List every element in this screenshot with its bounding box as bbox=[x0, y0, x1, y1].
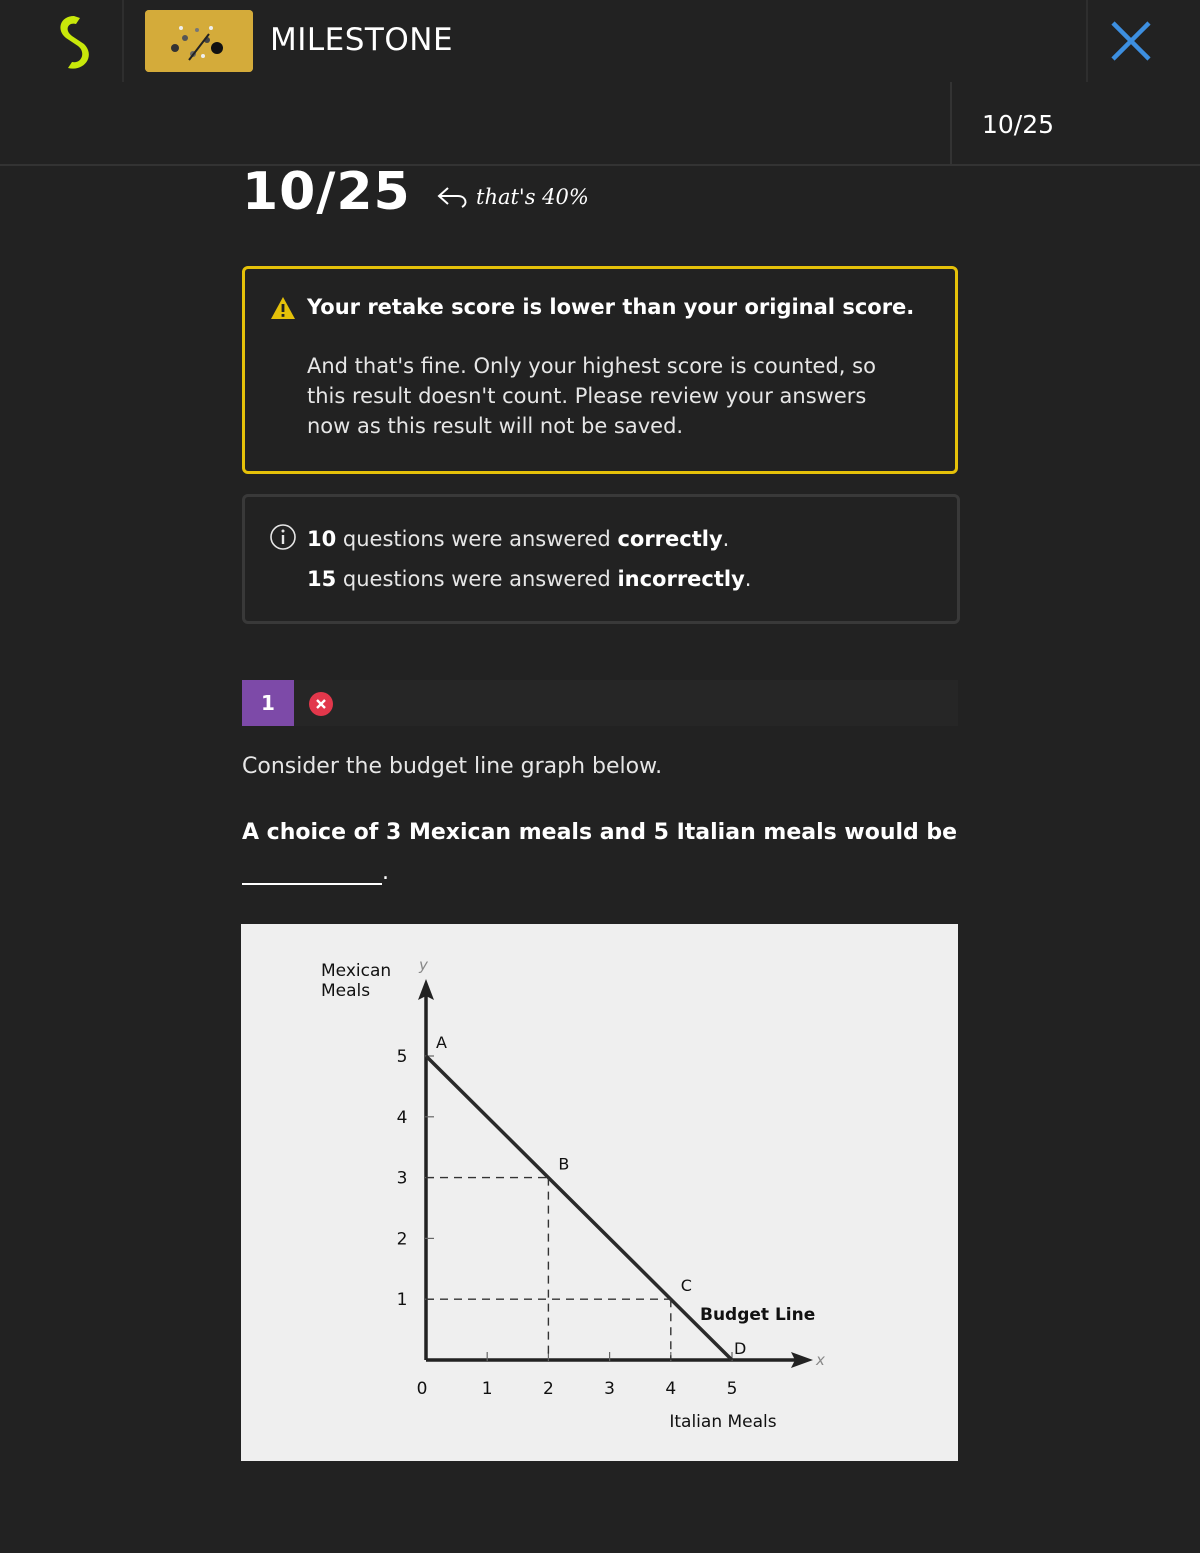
question-prompt: Consider the budget line graph below. bbox=[242, 754, 663, 779]
correct-count: 10 bbox=[307, 527, 337, 551]
correct-summary bbox=[307, 527, 729, 551]
y-tick-label: 3 bbox=[396, 1168, 408, 1189]
correct-word: correctly bbox=[617, 527, 723, 551]
close-button[interactable] bbox=[1086, 0, 1200, 82]
top-bar bbox=[0, 0, 1200, 82]
correct-text: questions were answered bbox=[336, 527, 618, 551]
incorrect-word: incorrectly bbox=[617, 567, 745, 591]
x-tick-label: 1 bbox=[481, 1379, 493, 1399]
blank-period: . bbox=[382, 860, 389, 885]
x-tick-label: 0 bbox=[416, 1379, 428, 1399]
y-tick-label: 5 bbox=[396, 1047, 408, 1067]
x-axis-letter: x bbox=[816, 1351, 825, 1369]
x-tick-label: 5 bbox=[726, 1379, 738, 1399]
y-tick-label: 2 bbox=[396, 1229, 408, 1250]
return-arrow-icon bbox=[436, 184, 470, 210]
logo-icon bbox=[48, 12, 100, 72]
percent-note bbox=[436, 184, 589, 210]
logo[interactable] bbox=[0, 0, 124, 82]
point-label-c: C bbox=[680, 1276, 692, 1296]
chart-svg bbox=[241, 924, 958, 1461]
x-tick-label: 3 bbox=[604, 1379, 616, 1399]
x-tick-label: 2 bbox=[542, 1379, 554, 1399]
incorrect-count: 15 bbox=[307, 567, 337, 591]
score-summary bbox=[242, 494, 960, 624]
y-axis-label-line1: Mexican bbox=[321, 961, 392, 981]
budget-line bbox=[426, 1056, 732, 1360]
info-icon bbox=[269, 523, 297, 551]
warning-body: And that's fine. Only your highest score is counted, so this result doesn't count. Please review your answers now as this result will not be saved. bbox=[307, 354, 876, 438]
series-label: Budget Line bbox=[700, 1305, 816, 1325]
correct-period: . bbox=[722, 527, 730, 551]
warning-title: Your retake score is lower than your original score. bbox=[307, 295, 915, 319]
y-tick-label: 4 bbox=[396, 1107, 408, 1128]
x-tick-label: 4 bbox=[665, 1379, 677, 1399]
y-axis-label-line2: Meals bbox=[321, 981, 371, 1001]
point-label-d: D bbox=[734, 1339, 747, 1358]
course-thumbnail bbox=[145, 10, 253, 72]
result-score: 10/25 bbox=[242, 162, 411, 222]
incorrect-summary bbox=[307, 567, 751, 591]
app-title: MILESTONE bbox=[270, 22, 454, 58]
question-number-badge[interactable]: 1 bbox=[242, 680, 294, 726]
y-tick-label: 1 bbox=[396, 1290, 408, 1311]
answer-blank bbox=[242, 860, 389, 885]
close-icon bbox=[1110, 20, 1152, 62]
header-score-panel bbox=[950, 82, 1200, 164]
y-axis-letter: y bbox=[419, 956, 428, 974]
question-text: A choice of 3 Mexican meals and 5 Italian meals would be bbox=[242, 820, 958, 845]
retake-warning bbox=[242, 266, 958, 474]
budget-line-chart bbox=[241, 924, 958, 1461]
point-label-b: B bbox=[558, 1154, 570, 1174]
blank-line bbox=[242, 861, 382, 885]
x-axis-label: Italian Meals bbox=[669, 1412, 777, 1432]
header-score: 10/25 bbox=[982, 110, 1055, 139]
warning-icon bbox=[269, 295, 297, 321]
point-label-a: A bbox=[436, 1033, 447, 1052]
question-header bbox=[242, 680, 958, 726]
incorrect-icon bbox=[308, 691, 334, 717]
incorrect-period: . bbox=[744, 567, 752, 591]
incorrect-text: questions were answered bbox=[336, 567, 618, 591]
percent-text: that's 40% bbox=[476, 185, 589, 209]
